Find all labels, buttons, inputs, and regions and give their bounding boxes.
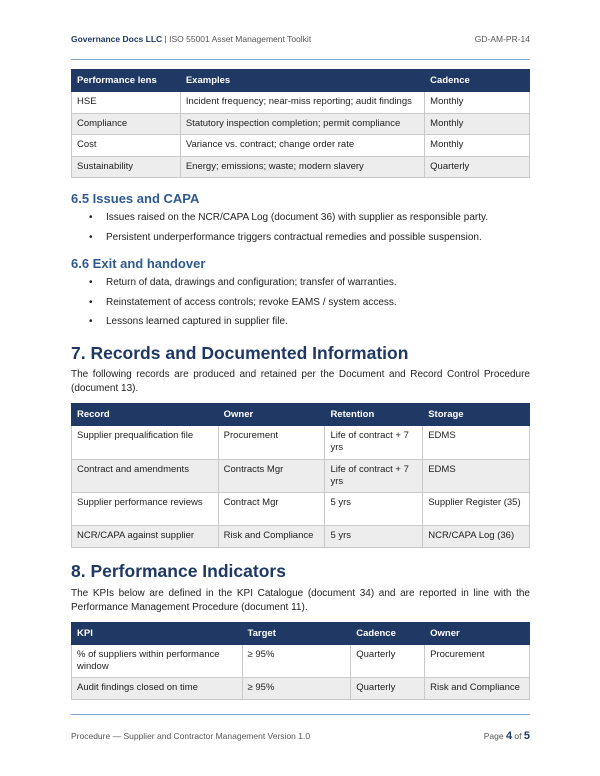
column-header: Cadence bbox=[351, 623, 425, 645]
kpi-table bbox=[71, 622, 530, 700]
table-cell: Statutory inspection completion; permit compliance bbox=[180, 113, 424, 135]
footer-text: Procedure — Supplier and Contractor Management Version 1.0 bbox=[71, 731, 311, 741]
table-cell: Procurement bbox=[425, 645, 530, 678]
table-cell: Compliance bbox=[72, 113, 181, 135]
page-mid: of bbox=[512, 731, 524, 741]
table-cell: Life of contract + 7 yrs bbox=[325, 426, 423, 460]
page-number bbox=[484, 730, 530, 742]
column-header: Performance lens bbox=[72, 70, 181, 92]
table-cell: Monthly bbox=[425, 135, 530, 157]
table-row bbox=[72, 460, 530, 493]
table-header-row bbox=[72, 404, 530, 426]
table-row bbox=[72, 92, 530, 114]
column-header: Target bbox=[242, 623, 351, 645]
column-header: Record bbox=[72, 404, 219, 426]
header-brand: Governance Docs LLC bbox=[71, 34, 163, 44]
section-heading-6-6: 6.6 Exit and handover bbox=[71, 256, 206, 271]
table-row bbox=[72, 678, 530, 700]
table-cell: EDMS bbox=[423, 460, 530, 493]
list-item: • Reinstatement of access controls; revoke EAMS / system access. bbox=[89, 296, 397, 316]
table-cell: Quarterly bbox=[351, 645, 425, 678]
table-cell: Monthly bbox=[425, 92, 530, 114]
table-cell: Quarterly bbox=[425, 156, 530, 178]
table-cell: EDMS bbox=[423, 426, 530, 460]
column-header: Owner bbox=[425, 623, 530, 645]
table-row bbox=[72, 526, 530, 548]
list-item: • Issues raised on the NCR/CAPA Log (document 36) with supplier as responsible party. bbox=[89, 211, 488, 231]
table-cell: ≥ 95% bbox=[242, 645, 351, 678]
table-cell: Contracts Mgr bbox=[218, 460, 325, 493]
bullet-list-6-6 bbox=[89, 276, 397, 335]
page-header bbox=[71, 34, 530, 48]
section-heading-6-5: 6.5 Issues and CAPA bbox=[71, 191, 200, 206]
table-cell: Cost bbox=[72, 135, 181, 157]
table-cell: NCR/CAPA Log (36) bbox=[423, 526, 530, 548]
column-header: Examples bbox=[180, 70, 424, 92]
table-cell: Quarterly bbox=[351, 678, 425, 700]
list-item: • Return of data, drawings and configuration; transfer of warranties. bbox=[89, 276, 397, 296]
performance-lens-table bbox=[71, 69, 530, 178]
table-row bbox=[72, 113, 530, 135]
list-item: • Persistent underperformance triggers contractual remedies and possible suspension. bbox=[89, 231, 488, 251]
page-footer bbox=[71, 731, 530, 741]
column-header: Storage bbox=[423, 404, 530, 426]
table-cell: Energy; emissions; waste; modern slavery bbox=[180, 156, 424, 178]
table-cell: Life of contract + 7 yrs bbox=[325, 460, 423, 493]
page-total: 5 bbox=[523, 730, 530, 742]
records-table bbox=[71, 403, 530, 548]
table-cell: Supplier Register (35) bbox=[423, 493, 530, 526]
table-row bbox=[72, 493, 530, 526]
table-cell: Supplier prequalification file bbox=[72, 426, 219, 460]
section-heading-8: 8. Performance Indicators bbox=[71, 561, 286, 581]
column-header: Owner bbox=[218, 404, 325, 426]
table-cell: Incident frequency; near-miss reporting; audit findings bbox=[180, 92, 424, 114]
table-cell: Risk and Compliance bbox=[218, 526, 325, 548]
table-cell: 5 yrs bbox=[325, 493, 423, 526]
section-7-intro: The following records are produced and retained per the Document and Record Control Procedure (document 13). bbox=[71, 369, 530, 394]
column-header: KPI bbox=[72, 623, 243, 645]
table-cell: Contract Mgr bbox=[218, 493, 325, 526]
table-header-row bbox=[72, 70, 530, 92]
section-heading-7: 7. Records and Documented Information bbox=[71, 343, 409, 363]
bullet-list-6-5 bbox=[89, 211, 488, 250]
table-cell: HSE bbox=[72, 92, 181, 114]
footer-rule bbox=[71, 714, 530, 715]
table-header-row bbox=[72, 623, 530, 645]
table-row bbox=[72, 645, 530, 678]
page-prefix: Page bbox=[483, 731, 506, 741]
table-row bbox=[72, 135, 530, 157]
table-cell: Sustainability bbox=[72, 156, 181, 178]
section-8-intro: The KPIs below are defined in the KPI Catalogue (document 34) and are reported in line with the Performance Management Procedure (document 11). bbox=[71, 588, 530, 613]
table-cell: Procurement bbox=[218, 426, 325, 460]
column-header: Cadence bbox=[425, 70, 530, 92]
header-separator: | bbox=[162, 34, 170, 44]
table-cell: Contract and amendments bbox=[72, 460, 219, 493]
table-cell: Risk and Compliance bbox=[425, 678, 530, 700]
table-cell: Audit findings closed on time bbox=[72, 678, 243, 700]
table-row bbox=[72, 426, 530, 460]
header-rule bbox=[71, 59, 530, 60]
table-row bbox=[72, 156, 530, 178]
list-item: • Lessons learned captured in supplier file. bbox=[89, 315, 397, 335]
page-current: 4 bbox=[505, 730, 513, 742]
table-cell: ≥ 95% bbox=[242, 678, 351, 700]
table-cell: % of suppliers within performance window bbox=[72, 645, 243, 678]
table-cell: Variance vs. contract; change order rate bbox=[180, 135, 424, 157]
table-cell: Supplier performance reviews bbox=[72, 493, 219, 526]
table-cell: 5 yrs bbox=[325, 526, 423, 548]
header-doc-id: GD-AM-PR-14 bbox=[474, 34, 530, 44]
column-header: Retention bbox=[325, 404, 423, 426]
header-subtitle: ISO 55001 Asset Management Toolkit bbox=[169, 34, 312, 44]
table-cell: NCR/CAPA against supplier bbox=[72, 526, 219, 548]
table-cell: Monthly bbox=[425, 113, 530, 135]
